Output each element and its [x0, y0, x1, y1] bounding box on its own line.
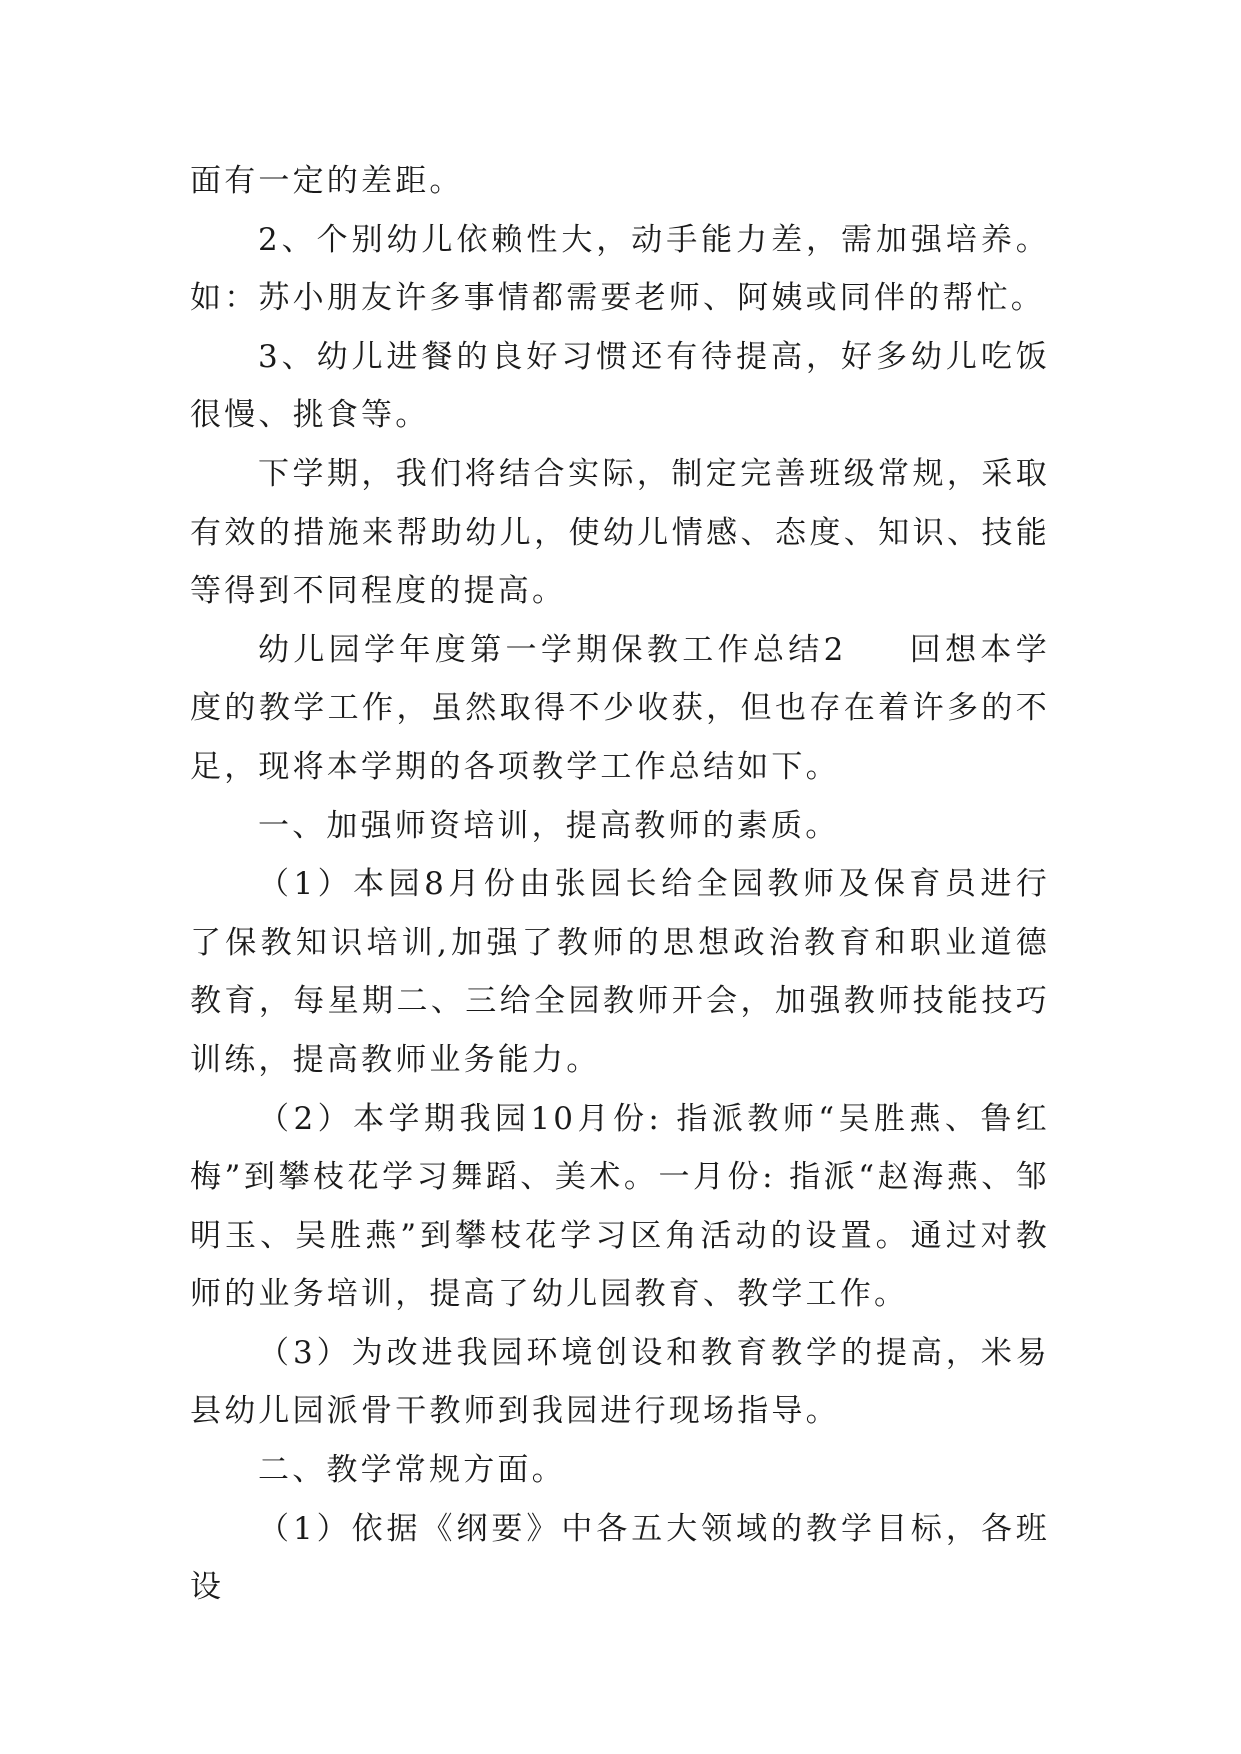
- summary-2-intro: 回想本学度的教学工作，虽然取得不少收获，但也存在着许多的不足，现将本学期的各项教学工作总结如下。: [190, 631, 1050, 785]
- section-heading-2: 二、教学常规方面。: [258, 1452, 566, 1489]
- paragraph-continuation: 面有一定的差距。: [190, 163, 464, 199]
- document-body: [190, 152, 1050, 1617]
- paragraph-summary-2-heading: [190, 621, 1050, 797]
- paragraph-training-1: （1）本园8月份由张园长给全园教师及保育员进行了保教知识培训,加强了教师的思想政治教育和职业道德教育，每星期二、三给全园教师开会，加强教师技能技巧训练，提高教师业务能力。: [190, 866, 1050, 1078]
- paragraph-item-3: 3、幼儿进餐的良好习惯还有待提高，好多幼儿吃饭很慢、挑食等。: [190, 338, 1050, 434]
- paragraph-item-2: 2、个别幼儿依赖性大，动手能力差，需加强培养。如：苏小朋友许多事情都需要老师、阿姨或同伴的帮忙。: [190, 221, 1050, 317]
- paragraph-teaching-1: （1）依据《纲要》中各五大领域的教学目标，各班设: [190, 1510, 1050, 1606]
- paragraph-next-semester: 下学期，我们将结合实际，制定完善班级常规，采取有效的措施来帮助幼儿，使幼儿情感、态度、知识、技能等得到不同程度的提高。: [190, 455, 1050, 610]
- section-heading-1: 一、加强师资培训，提高教师的素质。: [258, 807, 840, 844]
- paragraph-training-3: （3）为改进我园环境创设和教育教学的提高，米易县幼儿园派骨干教师到我园进行现场指导。: [190, 1334, 1050, 1430]
- summary-2-title: 幼儿园学年度第一学期保教工作总结2: [258, 631, 847, 668]
- paragraph-training-2: （2）本学期我园10月份: 指派教师“吴胜燕、鲁红梅”到攀枝花学习舞蹈、美术。一月份: 指派“赵海燕、邹明玉、吴胜燕”到攀枝花学习区角活动的设置。通过对教师的业务培训，提高了幼儿园教育、教学工作。: [190, 1100, 1050, 1313]
